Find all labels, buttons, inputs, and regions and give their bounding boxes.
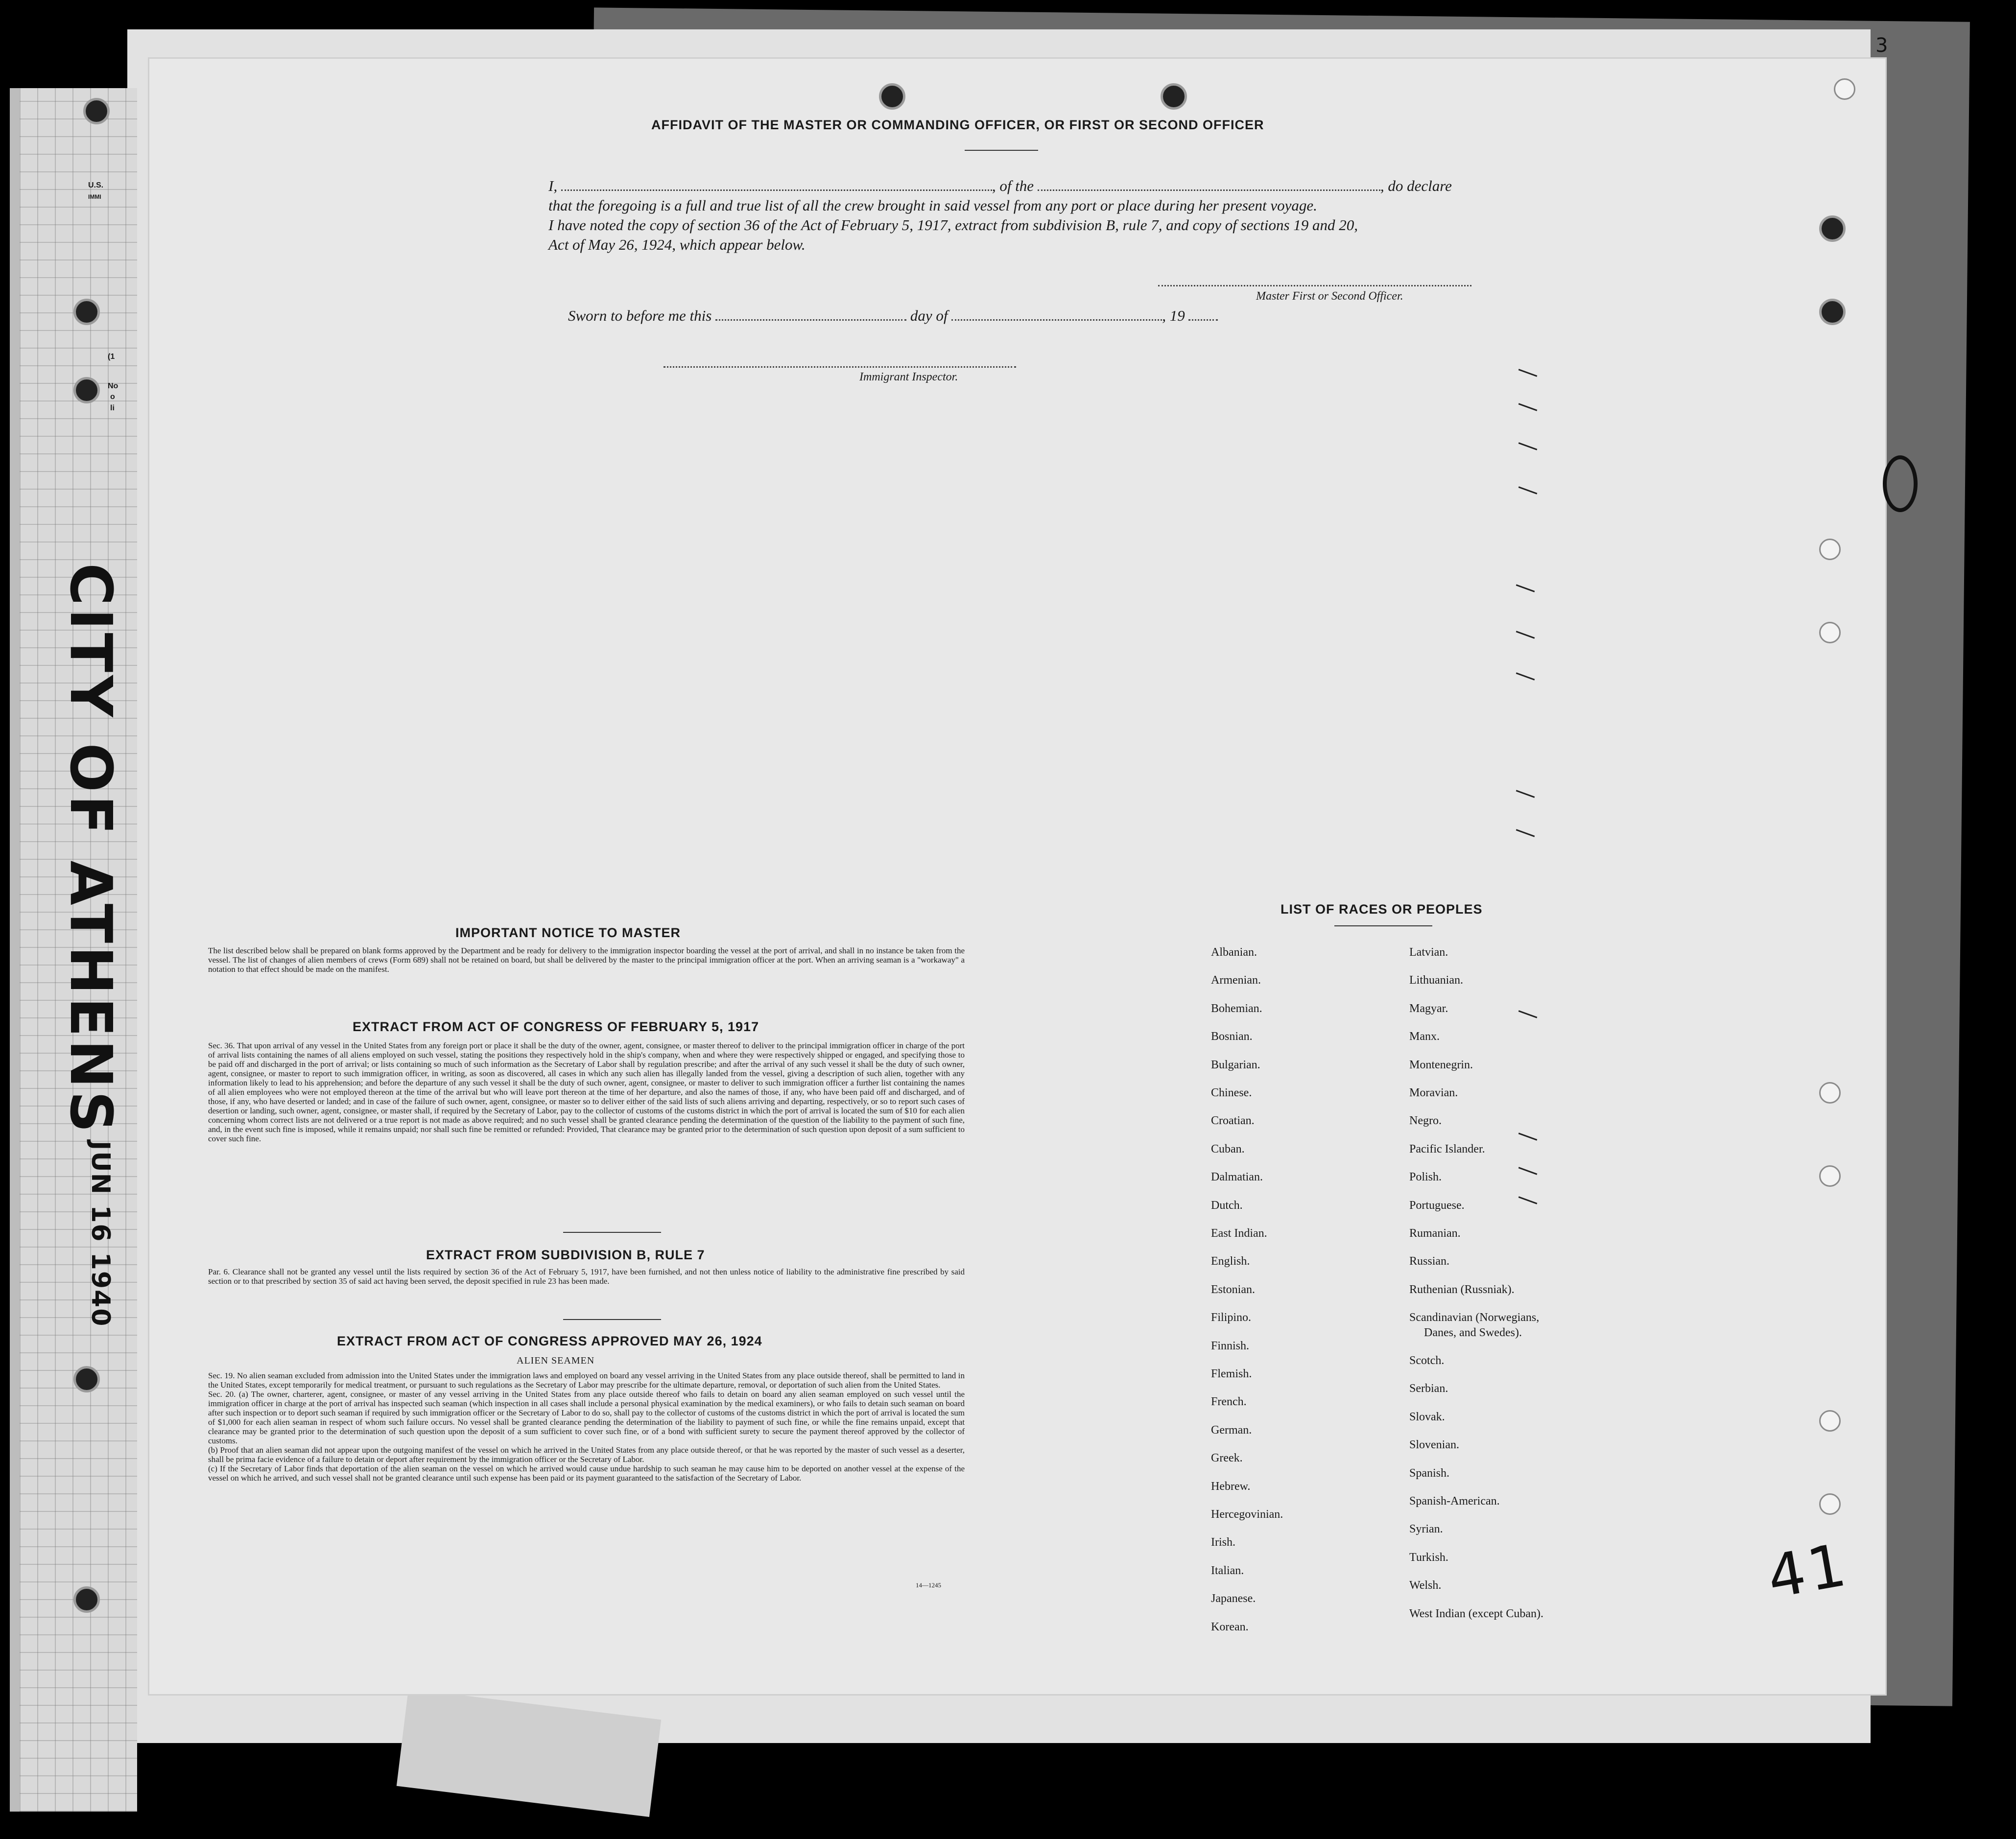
page-punch-hole [1161, 83, 1187, 110]
races-title: LIST OF RACES OR PEOPLES [1281, 902, 1483, 917]
pencil-tick [1518, 403, 1538, 411]
sec-20c-text: (c) If the Secretary of Labor finds that deportation of the alien seaman on the vessel on which he arrived would cause undue hardship to such seaman he may cause him to be deported on another vessel at the expense of the vessel on which he arrived, and such vessel shall not be granted clearance until such expense has been paid or its payment guaranteed to the satisfaction of the Secretary of Labor. [208, 1464, 965, 1483]
affidavit-line-3: I have noted the copy of section 36 of the Act of February 5, 1917, extract from subdivision B, rule 7, and copy of sections 19 and 20, [548, 216, 1358, 234]
year-prefix: , 19 [1162, 307, 1185, 324]
vessel-blank [1038, 189, 1380, 191]
race-item: Welsh. [1409, 1579, 1442, 1592]
inspector-label: Immigrant Inspector. [859, 371, 958, 383]
race-item: Danes, and Swedes). [1424, 1326, 1522, 1339]
affidavit-i: I, [548, 177, 558, 194]
extract-1924-title: EXTRACT FROM ACT OF CONGRESS APPROVED MAY 26, 1924 [337, 1334, 762, 1348]
race-item: Irish. [1211, 1536, 1235, 1549]
race-item: Scandinavian (Norwegians, [1409, 1311, 1540, 1324]
pencil-tick [1518, 486, 1538, 494]
extract-1917-title: EXTRACT FROM ACT OF CONGRESS OF FEBRUARY 5, 1917 [353, 1019, 759, 1034]
race-item: Hebrew. [1211, 1480, 1251, 1493]
page-punch-hole [1819, 1410, 1841, 1432]
sworn-year-blank [1188, 319, 1218, 321]
page-punch-hole [1819, 215, 1846, 242]
inspector-signature-line [664, 366, 1016, 368]
page-punch-hole [1819, 1165, 1841, 1187]
divider [563, 1319, 661, 1320]
affidavit-declare: , do declare [1380, 177, 1452, 194]
pencil-tick [1518, 1132, 1538, 1141]
strip-label-imm: IMMI [88, 193, 101, 200]
corner-handwritten-number: 41 [1762, 1531, 1854, 1612]
strip-punch-hole [73, 1586, 100, 1613]
race-item: Finnish. [1211, 1339, 1250, 1352]
strip-label-us: U.S. [88, 181, 104, 189]
race-item: Pacific Islander. [1409, 1142, 1485, 1155]
sworn-line [568, 306, 1218, 326]
race-item: Polish. [1409, 1171, 1442, 1184]
pencil-tick [1518, 369, 1538, 377]
race-item: West Indian (except Cuban). [1409, 1607, 1543, 1620]
notice-text: The list described below shall be prepared on blank forms approved by the Department and be ready for delivery to the immigration inspector boarding the vessel at the port of arrival, and shall in no instance be taken from the vessel. The list of changes of alien members of crews (Form 689) shall not be retained on board, but shall be delivered by the master to the principal immigration officer at the port. When an arriving seaman is a "workaway" a notation to that effect should be made on the manifest. [208, 946, 965, 974]
extract-1917-text: Sec. 36. That upon arrival of any vessel in the United States from any foreign port or place it shall be the duty of the owner, agent, consignee, or master thereof to deliver to the principal immigration officer in charge of the port of arrival lists containing the names of all aliens employed on such vessel, stating the positions they respectively hold in the ship's company, when and where they were respectively shipped or engaged, and specifying those to be paid off and discharged in the port of arrival; or lists containing so much of such information as the Secretary of Labor shall by regulation prescribe; and after the arrival of any such vessel it shall be the duty of such owner, agent, consignee, or master to report to such immigration officer, in writing, as soon as discovered, all cases in which any such alien has illegally landed from the vessel, giving a description of such alien, together with any information likely to lead to his apprehension; and before the departure of any such vessel it shall be the duty of such owner, agent, consignee, or master to deliver to such immigration officer a further list containing the names of all alien employees who were not employed thereon at the time of the arrival but who will leave port thereon at the time of her departure, and also the names of those, if any, who have been paid off and discharged, and of those, if any, who have deserted or landed; and in case of the failure of such owner, agent, consignee, or master so to deliver either of the said lists of such aliens arriving and departing, respectively, or so to report such cases of desertion or landing, such owner, agent, consignee, or master shall, if required by the Secretary of Labor, pay to the collector of customs of the customs district in which the port of arrival is located the sum of $10 for each alien concerning whom correct lists are not delivered or a true report is not made as above required; and no such vessel shall be granted clearance pending the determination of the question of the liability to the payment of such fine, and, in the event such fine is imposed, while it remains unpaid; nor shall such fine be remitted or refunded: Provided, That clearance may be granted prior to the determination of such question upon deposit of a sum sufficient to cover such fine. [208, 1041, 965, 1143]
handwritten-circle-mark [1883, 455, 1918, 512]
race-item: Lithuanian. [1409, 974, 1463, 987]
page-punch-hole [1834, 78, 1855, 100]
sworn-day-blank [715, 319, 906, 321]
race-item: Bohemian. [1211, 1002, 1262, 1015]
strip-label-no: No [108, 382, 119, 390]
page-punch-hole [1819, 539, 1841, 560]
race-item: Albanian. [1211, 946, 1257, 959]
race-item: Manx. [1409, 1030, 1440, 1043]
divider [1334, 925, 1432, 926]
race-item: Latvian. [1409, 946, 1448, 959]
strip-punch-hole [73, 377, 100, 403]
page-punch-hole [1819, 622, 1841, 643]
affidavit-title: AFFIDAVIT OF THE MASTER OR COMMANDING OFFICER, OR FIRST OR SECOND OFFICER [651, 118, 1264, 132]
strip-punch-hole [73, 1366, 100, 1392]
pencil-tick [1516, 790, 1535, 798]
race-item: Portuguese. [1409, 1199, 1465, 1212]
page-punch-hole [1819, 1082, 1841, 1104]
race-item: Serbian. [1409, 1382, 1448, 1395]
affidavit-line-2: that the foregoing is a full and true list of all the crew brought in said vessel from any port or place during her present voyage. [548, 197, 1317, 214]
race-item: Scotch. [1409, 1354, 1445, 1367]
race-item: Slovak. [1409, 1410, 1445, 1423]
race-item: Filipino. [1211, 1311, 1252, 1324]
pencil-tick [1516, 631, 1535, 639]
race-item: Syrian. [1409, 1523, 1443, 1536]
race-item: Negro. [1409, 1114, 1442, 1128]
rule7-text: Par. 6. Clearance shall not be granted any vessel until the lists required by section 36 of the Act of February 5, 1917, have been furnished, and not then unless notice of liability to the administrative fine prescribed by said section or to that prescribed by section 35 of said act having been served, the deposit specified in rule 23 has been made. [208, 1267, 965, 1286]
race-item: Magyar. [1409, 1002, 1448, 1015]
form-number: 14—1245 [916, 1581, 941, 1589]
race-item: Croatian. [1211, 1114, 1255, 1128]
manifest-page [149, 59, 1885, 1694]
sworn-label: Sworn to before me this [568, 307, 712, 324]
race-item: German. [1211, 1423, 1252, 1437]
page-punch-hole [879, 83, 905, 110]
strip-label-o: o [110, 393, 115, 401]
race-item: Rumanian. [1409, 1227, 1461, 1240]
race-item: Bosnian. [1211, 1030, 1253, 1043]
master-label: Master First or Second Officer. [1256, 290, 1403, 303]
pencil-tick [1516, 829, 1535, 837]
strip-punch-hole [83, 98, 110, 124]
affidavit-of-the: , of the [992, 177, 1034, 194]
race-item: Hercegovinian. [1211, 1508, 1283, 1521]
alien-seamen-subtitle: ALIEN SEAMEN [517, 1355, 595, 1366]
strip-label-li: li [110, 404, 115, 412]
divider [965, 150, 1038, 151]
ship-name-handwriting: CITY OF ATHENS [57, 563, 125, 1136]
page-number-handwriting: 3 [1875, 34, 1891, 57]
race-item: Chinese. [1211, 1086, 1252, 1099]
race-item: Russian. [1409, 1255, 1450, 1268]
race-item: Ruthenian (Russniak). [1409, 1283, 1515, 1296]
date-stamp: JUN 16 1940 [86, 1141, 115, 1327]
affidavit-line-4: Act of May 26, 1924, which appear below. [548, 236, 806, 253]
pencil-tick [1518, 442, 1538, 450]
sec-19-text: Sec. 19. No alien seaman excluded from admission into the United States under the immigration laws and employed on board any vessel arriving in the United States from any place outside thereof, shall be permitted to land in the United States, except temporarily for medical treatment, or pursuant to such regulations as the Secretary of Labor may prescribe for the ultimate departure, removal, or deportation of such alien from the United States. [208, 1371, 965, 1390]
affidavit-body [548, 176, 1650, 255]
race-item: French. [1211, 1395, 1247, 1409]
race-item: Spanish-American. [1409, 1495, 1500, 1508]
race-item: English. [1211, 1255, 1250, 1268]
page-punch-hole [1819, 1493, 1841, 1515]
sworn-month-blank [951, 319, 1162, 321]
race-item: Dutch. [1211, 1199, 1243, 1212]
day-of-label: day of [910, 307, 948, 324]
race-item: Japanese. [1211, 1592, 1256, 1605]
strip-punch-hole [73, 299, 100, 325]
race-item: Spanish. [1409, 1466, 1450, 1480]
page-punch-hole [1819, 299, 1846, 325]
race-item: East Indian. [1211, 1227, 1267, 1240]
race-item: Bulgarian. [1211, 1058, 1260, 1071]
race-item: Estonian. [1211, 1283, 1255, 1296]
race-item: Armenian. [1211, 974, 1261, 987]
notice-title: IMPORTANT NOTICE TO MASTER [455, 925, 681, 940]
divider [563, 1232, 661, 1233]
rule7-title: EXTRACT FROM SUBDIVISION B, RULE 7 [426, 1248, 705, 1262]
race-item: Korean. [1211, 1620, 1249, 1633]
sec-20b-text: (b) Proof that an alien seaman did not appear upon the outgoing manifest of the vessel on which he arrived in the United States from any place outside thereof, or that he was reported by the master of such vessel as a deserter, shall be prima facie evidence of a failure to detain or deport after requirement by the immigration officer or the Secretary of Labor. [208, 1445, 965, 1464]
pencil-tick [1516, 672, 1535, 681]
race-item: Moravian. [1409, 1086, 1458, 1099]
pencil-tick [1518, 1010, 1538, 1018]
race-item: Dalmatian. [1211, 1171, 1263, 1184]
strip-label-n: (1 [108, 353, 115, 361]
name-blank [561, 189, 992, 191]
race-item: Cuban. [1211, 1142, 1245, 1155]
race-item: Flemish. [1211, 1367, 1252, 1380]
extract-1924-text [208, 1371, 965, 1483]
pencil-tick [1518, 1196, 1538, 1204]
race-item: Italian. [1211, 1564, 1244, 1577]
pencil-tick [1516, 584, 1535, 592]
pencil-tick [1518, 1167, 1538, 1175]
race-item: Montenegrin. [1409, 1058, 1473, 1071]
race-item: Slovenian. [1409, 1438, 1459, 1452]
race-item: Turkish. [1409, 1551, 1448, 1564]
sec-20a-text: Sec. 20. (a) The owner, charterer, agent, consignee, or master of any vessel arriving in the United States from any place outside thereof who fails to detain on board any alien seaman employed on such vessel until the immigration officer in charge at the port of arrival has inspected such seaman (which inspection in all cases shall include a personal physical examination by the medical examiners), or who fails to detain such seaman on board after such inspection or to deport such seaman if required by such immigration officer or the Secretary of Labor to do so, shall pay to the collector of customs of the customs district in which the port of arrival is located the sum of $1,000 for each alien seaman in respect of whom such failure occurs. No vessel shall be granted clearance pending the determination of the liability to payment of such fine, or while the fine remains unpaid, except that clearance may be granted prior to the determination of such question upon the deposit of a sum sufficient to cover such fine, or of a bond with sufficient surety to secure the payment thereof approved by the collector of customs. [208, 1390, 965, 1445]
race-item: Greek. [1211, 1452, 1243, 1465]
